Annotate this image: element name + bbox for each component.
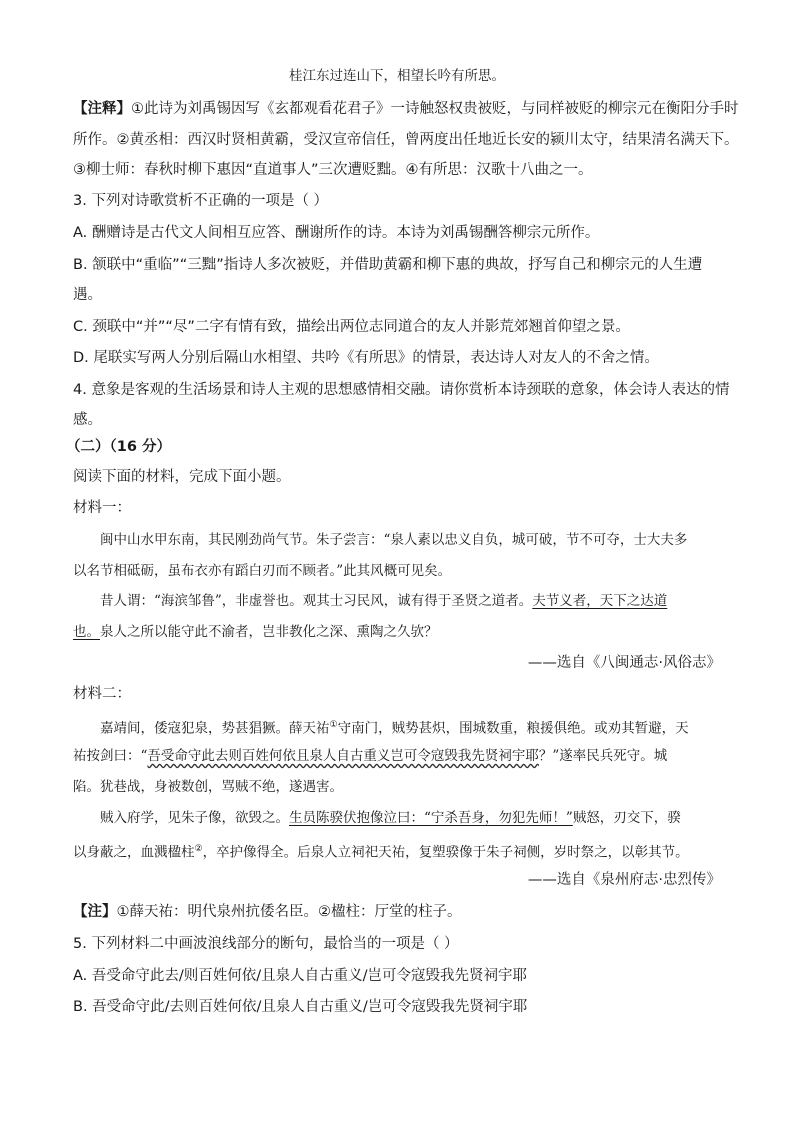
question-3-stem: 3. 下列对诗歌赏析不正确的一项是（ ）: [73, 193, 329, 209]
material-2-underlined-sentence: 生员陈骙伏抱像泣曰：“宁杀吾身，勿犯先师！”: [289, 810, 573, 826]
question-3-option-d: D. 尾联实写两人分别后隔山水相望、共吟《有所思》的情景，表达诗人对友人的不舍之情。: [73, 350, 659, 366]
question-3-option-b: B. 颔联中“重临”“三黜”指诗人多次被贬，并借助黄霸和柳下惠的典故，抒写自己和柳宗元的人生遭: [73, 257, 703, 273]
note-marker-2: ②: [194, 844, 203, 854]
notes-label: 【注释】: [73, 101, 131, 117]
wavy-underlined-passage: 吾受命守此去则百姓何依且泉人自古重义岂可令寇毁我先贤祠宇耶: [147, 748, 539, 764]
material-1-para-2-text: 昔人谓：“海滨邹鲁”，非虚誉也。观其士习民风，诚有得于圣贤之道者。: [100, 593, 533, 609]
material-2-para-2-line-2: [73, 839, 689, 863]
material-2-source: ——选自《泉州府志·忠烈传》: [527, 872, 721, 888]
question-5-option-a: A. 吾受命守此去/则百姓何依/且泉人自古重义/岂可令寇毁我先贤祠宇耶: [73, 968, 528, 984]
question-4-line-2: 感。: [73, 412, 102, 428]
material-2-para-1-text-rest: 守南门，贼势甚炽，围城数重，粮援俱绝。或劝其暂避，天: [337, 720, 689, 737]
material-2-para-1-quote-start: 祐按剑曰：“: [73, 748, 148, 764]
material-1-label: 材料一：: [73, 500, 131, 516]
material-1-para-2-line-1: [100, 591, 667, 611]
notes-line-2: 所作。②黄丞相：西汉时贤相黄霸，受汉宣帝信任，曾两度出任地近长安的颍川太守，结果清名满天下。: [73, 132, 739, 148]
question-4-line-1: 4. 意象是客观的生活场景和诗人主观的思想感情相交融。请你赏析本诗颈联的意象，体会诗人表达的情: [73, 382, 730, 398]
material-2-para-1-text: 嘉靖间，倭寇犯泉，势甚猖獗。薛天祐: [100, 720, 330, 737]
material-1-source: ——选自《八闽通志·风俗志》: [527, 655, 721, 671]
notes-2-line: [73, 902, 462, 922]
notes-2-text: ①薛天祐：明代泉州抗倭名臣。②楹柱：厅堂的柱子。: [116, 904, 462, 920]
material-2-para-2-text: 贼入府学，见朱子像，欲毁之。: [100, 810, 289, 826]
material-1-para-2-end: 泉人之所以能守此不渝者，岂非教化之深、熏陶之久欤？: [100, 624, 438, 640]
material-1-para-1-line-1: 闽中山水甲东南，其民刚劲尚气节。朱子尝言：“泉人素以忠义自负，城可破，节不可夺，士大夫多: [100, 532, 688, 548]
material-2-para-1-line-1: [100, 715, 689, 739]
notes-text: ①此诗为刘禹锡因写《玄都观看花君子》一诗触怒权贵被贬，与同样被贬的柳宗元在衡阳分手时: [131, 101, 739, 117]
question-5-option-b: B. 吾受命守此/去则百姓何依/且泉人自古重义/岂可令寇毁我先贤祠宇耶: [73, 999, 528, 1015]
material-2-para-2-text-3: ，卒护像得全。后泉人立祠祀天祐，复塑骙像于朱子祠侧，岁时祭之，以彰其节。: [202, 844, 689, 861]
poem-last-line: 桂江东过连山下，相望长吟有所思。: [289, 68, 505, 84]
note-marker-1: ①: [329, 720, 338, 730]
material-1-para-1-line-2: 以名节相砥砺，虽布衣亦有蹈白刃而不顾者。”此其风概可见矣。: [73, 563, 452, 579]
material-2-para-1-quote-end: ？”遂率民兵死守。城: [538, 748, 668, 764]
question-3-option-a: A. 酬赠诗是古代文人间相互应答、酬谢所作的诗。本诗为刘禹锡酬答柳宗元所作。: [73, 225, 600, 241]
section-2-instruction: 阅读下面的材料，完成下面小题。: [73, 469, 291, 485]
material-1-underlined-sentence-end: 也。: [73, 624, 100, 640]
material-1-underlined-sentence: 夫节义者，天下之达道: [532, 593, 668, 609]
notes-2-label: 【注】: [73, 904, 117, 920]
notes-line-1: [73, 99, 739, 119]
material-2-para-2-text-rest: 贼怒，刃交下，骙: [572, 810, 681, 826]
material-2-para-2-text-2: 以身蔽之，血溅楹柱: [73, 844, 195, 861]
material-2-para-2-line-1: [100, 808, 681, 828]
section-2-heading: （二）（16 分）: [66, 439, 171, 455]
question-3-option-b-cont: 遇。: [73, 287, 102, 303]
material-2-para-1-line-3: 陷。犹巷战，身被数创，骂贼不绝，遂遇害。: [73, 779, 343, 795]
material-2-para-1-line-2: [73, 746, 667, 766]
question-3-option-c: C. 颈联中“并”“尽”二字有情有致，描绘出两位志同道合的友人并影荒郊翘首仰望之景。: [73, 319, 630, 335]
question-5-stem: 5. 下列材料二中画波浪线部分的断句，最恰当的一项是（ ）: [73, 936, 459, 952]
material-2-label: 材料二：: [73, 686, 131, 702]
material-1-para-2-line-2: [73, 622, 438, 642]
notes-line-3: ③柳士师：春秋时柳下惠因“直道事人”三次遭贬黜。④有所思：汉歌十八曲之一。: [73, 162, 593, 178]
